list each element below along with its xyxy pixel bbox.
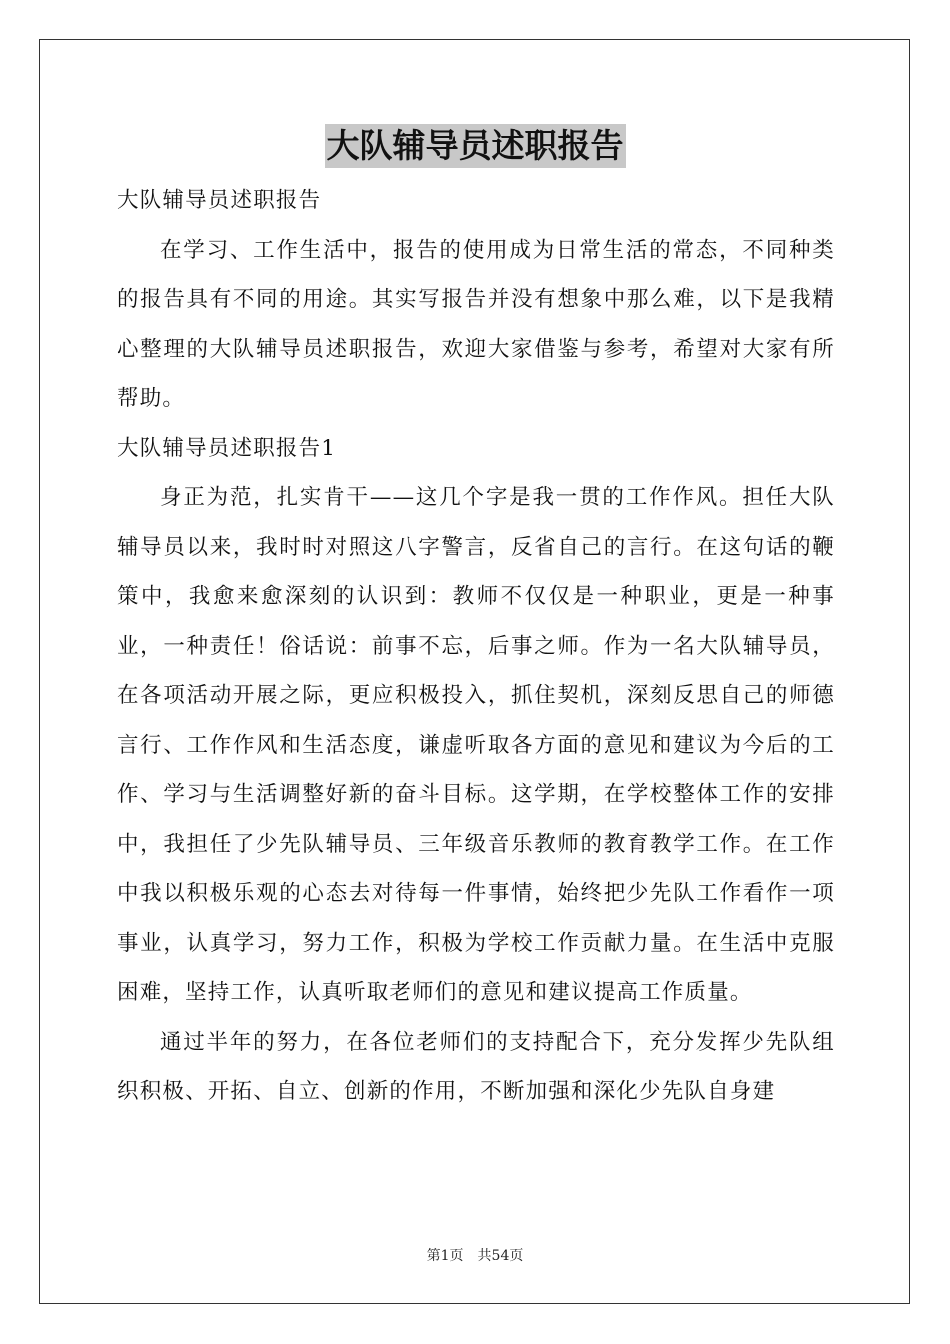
title-container [0,124,950,168]
page-footer [0,1246,950,1266]
page-total: 共54页 [477,1248,524,1264]
intro-paragraph: 在学习、工作生活中，报告的使用成为日常生活的常态，不同种类的报告具有不同的用途。其实写报告并没有想象中那么难，以下是我精心整理的大队辅导员述职报告，欢迎大家借鉴与参考，希望对大家有所帮助。 [117,237,835,411]
body-paragraph: 身正为范，扎实肯干——这几个字是我一贯的工作作风。担任大队辅导员以来，我时时对照这八字警言，反省自己的言行。在这句话的鞭策中，我愈来愈深刻的认识到：教师不仅仅是一种职业，更是一种事业，一种责任！俗话说：前事不忘，后事之师。作为一名大队辅导员，在各项活动开展之际，更应积极投入，抓住契机，深刻反思自己的师德言行、工作作风和生活态度，谦虚听取各方面的意见和建议为今后的工作、学习与生活调整好新的奋斗目标。这学期，在学校整体工作的安排中，我担任了少先队辅导员、三年级音乐教师的教育教学工作。在工作中我以积极乐观的心态去对待每一件事情，始终把少先队工作看作一项事业，认真学习，努力工作，积极为学校工作贡献力量。在生活中克服困难，坚持工作，认真听取老师们的意见和建议提高工作质量。 [117,485,835,1005]
subtitle-line: 大队辅导员述职报告 [117,188,322,213]
document-title: 大队辅导员述职报告 [325,124,626,168]
page-number: 第1页 [426,1248,464,1264]
document-body [117,176,835,1117]
body-paragraph: 通过半年的努力，在各位老师们的支持配合下，充分发挥少先队组织积极、开拓、自立、创新的作用，不断加强和深化少先队自身建 [117,1029,835,1104]
section-heading: 大队辅导员述职报告1 [117,435,337,461]
